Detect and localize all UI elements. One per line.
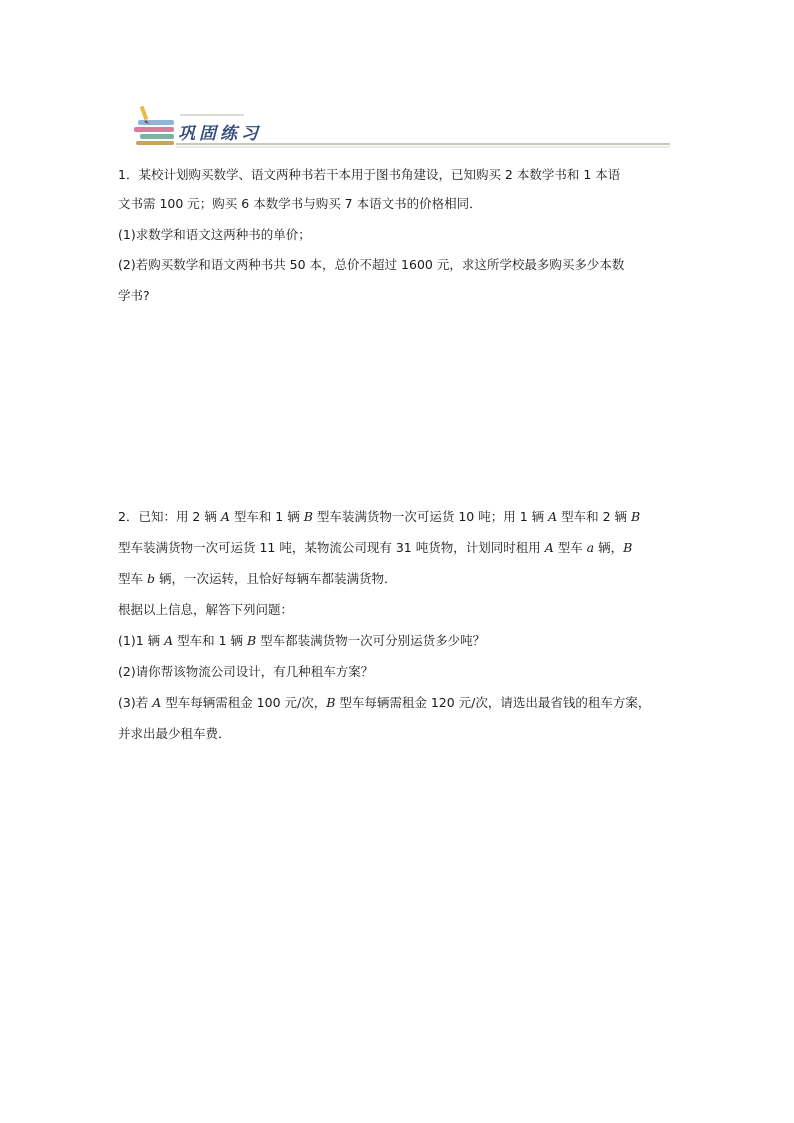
var-A: A xyxy=(544,540,554,555)
text: 型车每辆需租金 120 元/次，请选出最省钱的租车方案， xyxy=(335,695,651,710)
text: 型车和 2 辆 xyxy=(557,509,631,524)
text: 辆，一次运转，且恰好每辆车都装满货物． xyxy=(155,571,397,586)
text: 型车装满货物一次可运货 10 吨；用 1 辆 xyxy=(312,509,549,524)
q2-part3-line1 xyxy=(118,695,650,711)
section-header xyxy=(132,100,670,150)
q2-part3-line2: 并求出最少租车费． xyxy=(118,726,231,741)
q2-part2: (2)请你帮该物流公司设计，有几种租车方案？ xyxy=(118,664,374,679)
var-A: A xyxy=(220,509,230,524)
q2-stem-line3 xyxy=(118,571,396,587)
q1-stem-line1: 1．某校计划购买数学、语文两种书若干本用于图书角建设，已知购买 2 本数学书和 1 本语 xyxy=(118,167,621,182)
text: 型车和 1 辆 xyxy=(229,509,304,524)
section-title: 巩固练习 xyxy=(178,124,262,144)
text: (1)1 辆 xyxy=(118,633,165,648)
q2-stem-line1 xyxy=(118,509,640,525)
q2-intro: 根据以上信息，解答下列问题： xyxy=(118,602,294,617)
q2-part1 xyxy=(118,633,485,649)
var-A: A xyxy=(164,633,174,648)
text: 型车装满货物一次可运货 11 吨，某物流公司现有 31 吨货物，计划同时租用 xyxy=(118,540,545,555)
text: 型车和 1 辆 xyxy=(173,633,247,648)
var-A: A xyxy=(548,509,558,524)
var-B: B xyxy=(247,633,257,648)
var-B: B xyxy=(326,695,336,710)
text: (3)若 xyxy=(118,695,153,710)
var-A: A xyxy=(152,695,162,710)
text: 型车 xyxy=(118,571,147,586)
q1-part2-line1: (2)若购买数学和语文两种书共 50 本，总价不超过 1600 元，求这所学校最多购买多少本数 xyxy=(118,257,625,272)
q1-part1: (1)求数学和语文这两种书的单价； xyxy=(118,227,311,242)
q1-part2-line2: 学书? xyxy=(118,288,150,303)
var-B: B xyxy=(631,509,641,524)
q1-stem-line2: 文书需 100 元；购买 6 本数学书与购买 7 本语文书的价格相同． xyxy=(118,196,482,211)
text: 型车 xyxy=(553,540,587,555)
text: 型车每辆需租金 100 元/次， xyxy=(161,695,327,710)
text: 型车都装满货物一次可分别运货多少吨？ xyxy=(256,633,486,648)
q2-stem-line2 xyxy=(118,540,632,556)
var-a: a xyxy=(586,540,595,555)
var-b: b xyxy=(146,571,155,586)
var-B: B xyxy=(623,540,633,555)
var-B: B xyxy=(303,509,313,524)
text: 辆， xyxy=(594,540,624,555)
text: 2．已知：用 2 辆 xyxy=(118,509,221,524)
